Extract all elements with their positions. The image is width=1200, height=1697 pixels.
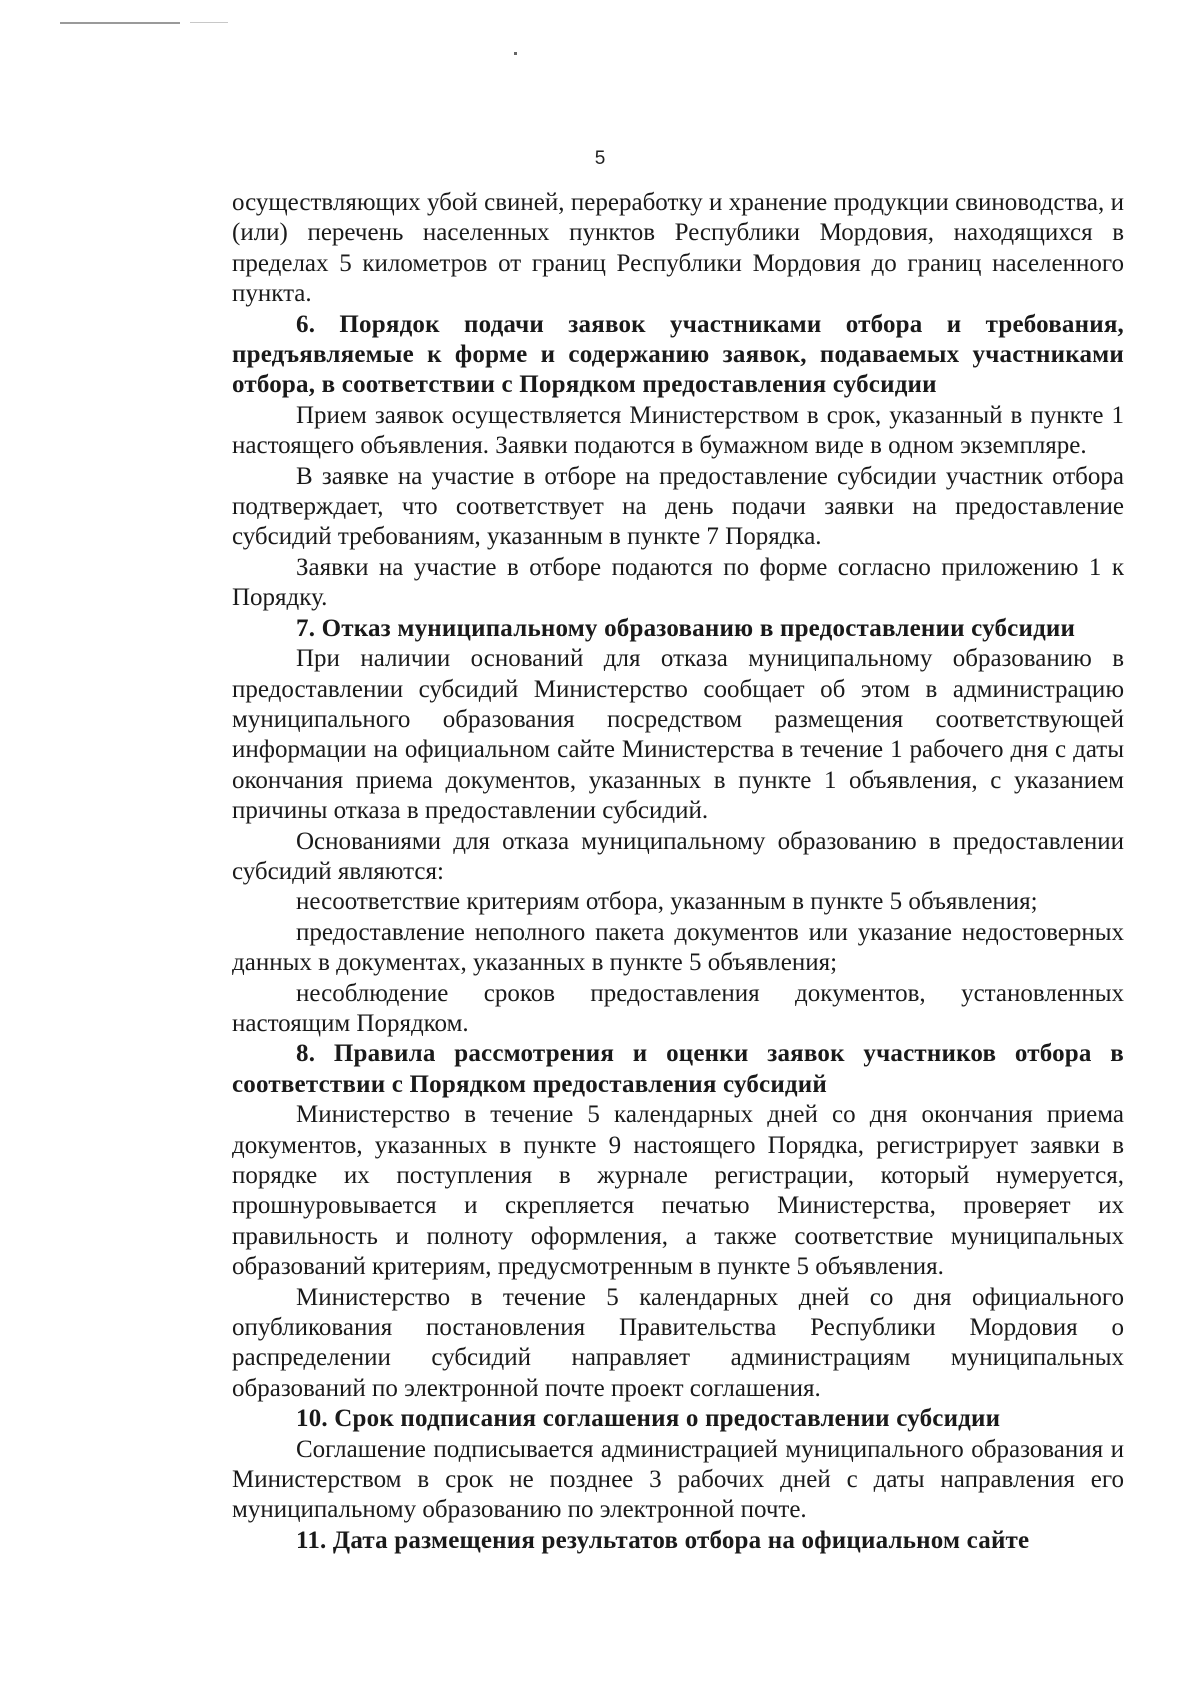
paragraph: осуществляющих убой свиней, переработку и хранение продукции свиноводства, и (или) перечень населенных пунктов Республики Мордовия, находящихся в пределах 5 километров от границ Республики Мордовия до границ населенного пункта.	[232, 189, 1124, 308]
paragraph: При наличии оснований для отказа муниципальному образованию в предоставлении субсидий Министерство сообщает об этом в администрацию муниципального образования посредством размещения соответствующей информации на официальном сайте Министерства в течение 1 рабочего дня с даты окончания приема документов, указанных в пункте 1 объявления, с указанием причины отказа в предоставлении субсидий.	[232, 645, 1124, 825]
scan-mark	[514, 52, 517, 55]
paragraph: Прием заявок осуществляется Министерством в срок, указанный в пункте 1 настоящего объявления. Заявки подаются в бумажном виде в одном экземпляре.	[232, 401, 1124, 460]
paragraph: Основаниями для отказа муниципальному образованию в предоставлении субсидий являются:	[232, 827, 1124, 885]
paragraph: Соглашение подписывается администрацией муниципального образования и Министерством в срок не позднее 3 рабочих дней с даты направления его муниципальному образованию по электронной почте.	[232, 1435, 1124, 1524]
paragraph: В заявке на участие в отборе на предоставление субсидии участник отбора подтверждает, что соответствует на день подачи заявки на предоставление субсидий требованиям, указанным в пункте 7 Порядка.	[232, 462, 1124, 551]
section-heading: 10. Срок подписания соглашения о предоставлении субсидии	[296, 1405, 1001, 1433]
paragraph: Министерство в течение 5 календарных дней со дня окончания приема документов, указанных в пункте 9 настоящего Порядка, регистрирует заявки в порядке их поступления в журнале регистрации, который нумеруется, прошнуровывается и скрепляется печатью Министерства, проверяет их правильность и полноту оформления, а также соответствие муниципальных образований критериям, предусмотренным в пункте 5 объявления.	[232, 1101, 1124, 1281]
list-item: несоответствие критериям отбора, указанным в пункте 5 объявления;	[296, 888, 1038, 916]
paragraph: Заявки на участие в отборе подаются по форме согласно приложению 1 к Порядку.	[232, 553, 1124, 612]
section-heading: 11. Дата размещения результатов отбора на официальном сайте	[296, 1526, 1030, 1554]
list-item: предоставление неполного пакета документов или указание недостоверных данных в документах, указанных в пункте 5 объявления;	[232, 918, 1124, 977]
document-body	[232, 188, 1124, 1556]
section-heading: 6. Порядок подачи заявок участниками отбора и требования, предъявляемые к форме и содержанию заявок, подаваемых участниками отбора, в соответствии с Порядком предоставления субсидии	[232, 310, 1124, 399]
section-heading: 7. Отказ муниципальному образованию в предоставлении субсидии	[296, 614, 1076, 642]
page-number: 5	[594, 148, 606, 169]
section-heading: 8. Правила рассмотрения и оценки заявок участников отбора в соответствии с Порядком предоставления субсидий	[232, 1040, 1124, 1098]
paragraph: Министерство в течение 5 календарных дней со дня официального опубликования постановления Правительства Республики Мордовия о распределении субсидий направляет администрациям муниципальных образований по электронной почте проект соглашения.	[232, 1283, 1124, 1402]
scan-mark	[190, 22, 228, 23]
scan-mark	[60, 22, 180, 24]
list-item: несоблюдение сроков предоставления документов, установленных настоящим Порядком.	[232, 979, 1124, 1037]
